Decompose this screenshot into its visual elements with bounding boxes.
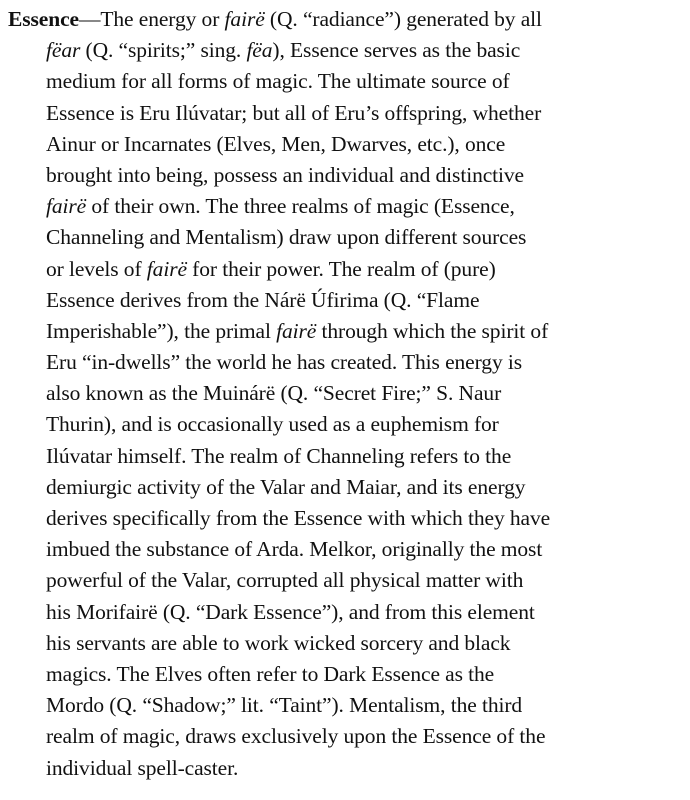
text-line [8,597,688,628]
entry-headword: Essence [8,7,79,31]
text-segment: Eru “in-dwells” the world he has created. This energy is [46,350,523,375]
text-segment: —The energy or [78,7,225,31]
glossary-entry [8,4,688,784]
text-segment: imbued the substance of Arda. Melkor, originally the most [46,537,543,562]
text-line [8,565,688,596]
text-segment: individual spell-caster. [46,755,239,780]
text-line [8,721,688,752]
text-line [8,347,688,378]
text-line [8,659,688,690]
text-line [8,66,688,97]
text-line [8,503,688,534]
text-line [8,378,688,409]
italic-term: fairë [46,194,87,219]
text-line [8,285,688,316]
text-segment: Essence derives from the Nárë Úfirima (Q. “Flame [46,287,480,312]
text-segment: derives specifically from the Essence with which they have [46,506,551,530]
text-line [8,534,688,565]
text-segment: (Q. “spirits;” sing. [80,38,247,63]
text-segment: demiurgic activity of the Valar and Maiar, and its energy [46,474,526,499]
text-segment: through which the spirit of [316,318,549,343]
text-line [8,628,688,659]
text-segment: of their own. The three realms of magic (Essence, [86,194,515,219]
text-segment: for their power. The realm of (pure) [186,256,496,281]
text-line [8,690,688,721]
text-segment: powerful of the Valar, corrupted all physical matter with [46,568,524,593]
text-line [8,254,688,285]
text-segment: medium for all forms of magic. The ultimate source of [46,69,510,94]
text-segment: Essence is Eru Ilúvatar; but all of Eru’s offspring, whether [46,100,542,125]
text-segment: brought into being, possess an individual and distinctive [46,162,524,187]
text-line [8,472,688,503]
text-line [8,98,688,129]
text-segment: or levels of [46,256,147,281]
text-segment: Channeling and Mentalism) draw upon different sources [46,225,527,250]
text-line [8,4,688,35]
italic-term: fëar [46,38,81,63]
text-segment: magics. The Elves often refer to Dark Essence as the [46,661,495,686]
text-line [8,441,688,472]
text-line [8,222,688,253]
text-line [8,409,688,440]
text-line [8,191,688,222]
text-segment: Ainur or Incarnates (Elves, Men, Dwarves, etc.), once [46,131,506,156]
text-segment: also known as the Muinárë (Q. “Secret Fire;” S. Naur [46,381,502,406]
text-line [8,35,688,66]
italic-term: fëa [246,38,273,63]
italic-term: fairë [276,318,317,343]
italic-term: fairë [224,7,265,31]
text-line [8,316,688,347]
text-segment: Thurin), and is occasionally used as a euphemism for [46,412,499,437]
text-segment: ), Essence serves as the basic [272,38,521,63]
text-segment: Ilúvatar himself. The realm of Channeling refers to the [46,443,512,468]
text-line [8,160,688,191]
text-segment: his servants are able to work wicked sorcery and black [46,630,511,655]
text-line [8,129,688,160]
text-segment: Imperishable”), the primal [46,318,277,343]
text-line [8,753,688,784]
text-segment: Mordo (Q. “Shadow;” lit. “Taint”). Mentalism, the third [46,693,523,718]
text-segment: realm of magic, draws exclusively upon the Essence of the [46,724,546,749]
text-segment: (Q. “radiance”) generated by all [264,7,542,31]
italic-term: fairë [146,256,187,281]
text-segment: his Morifairë (Q. “Dark Essence”), and from this element [46,599,535,624]
